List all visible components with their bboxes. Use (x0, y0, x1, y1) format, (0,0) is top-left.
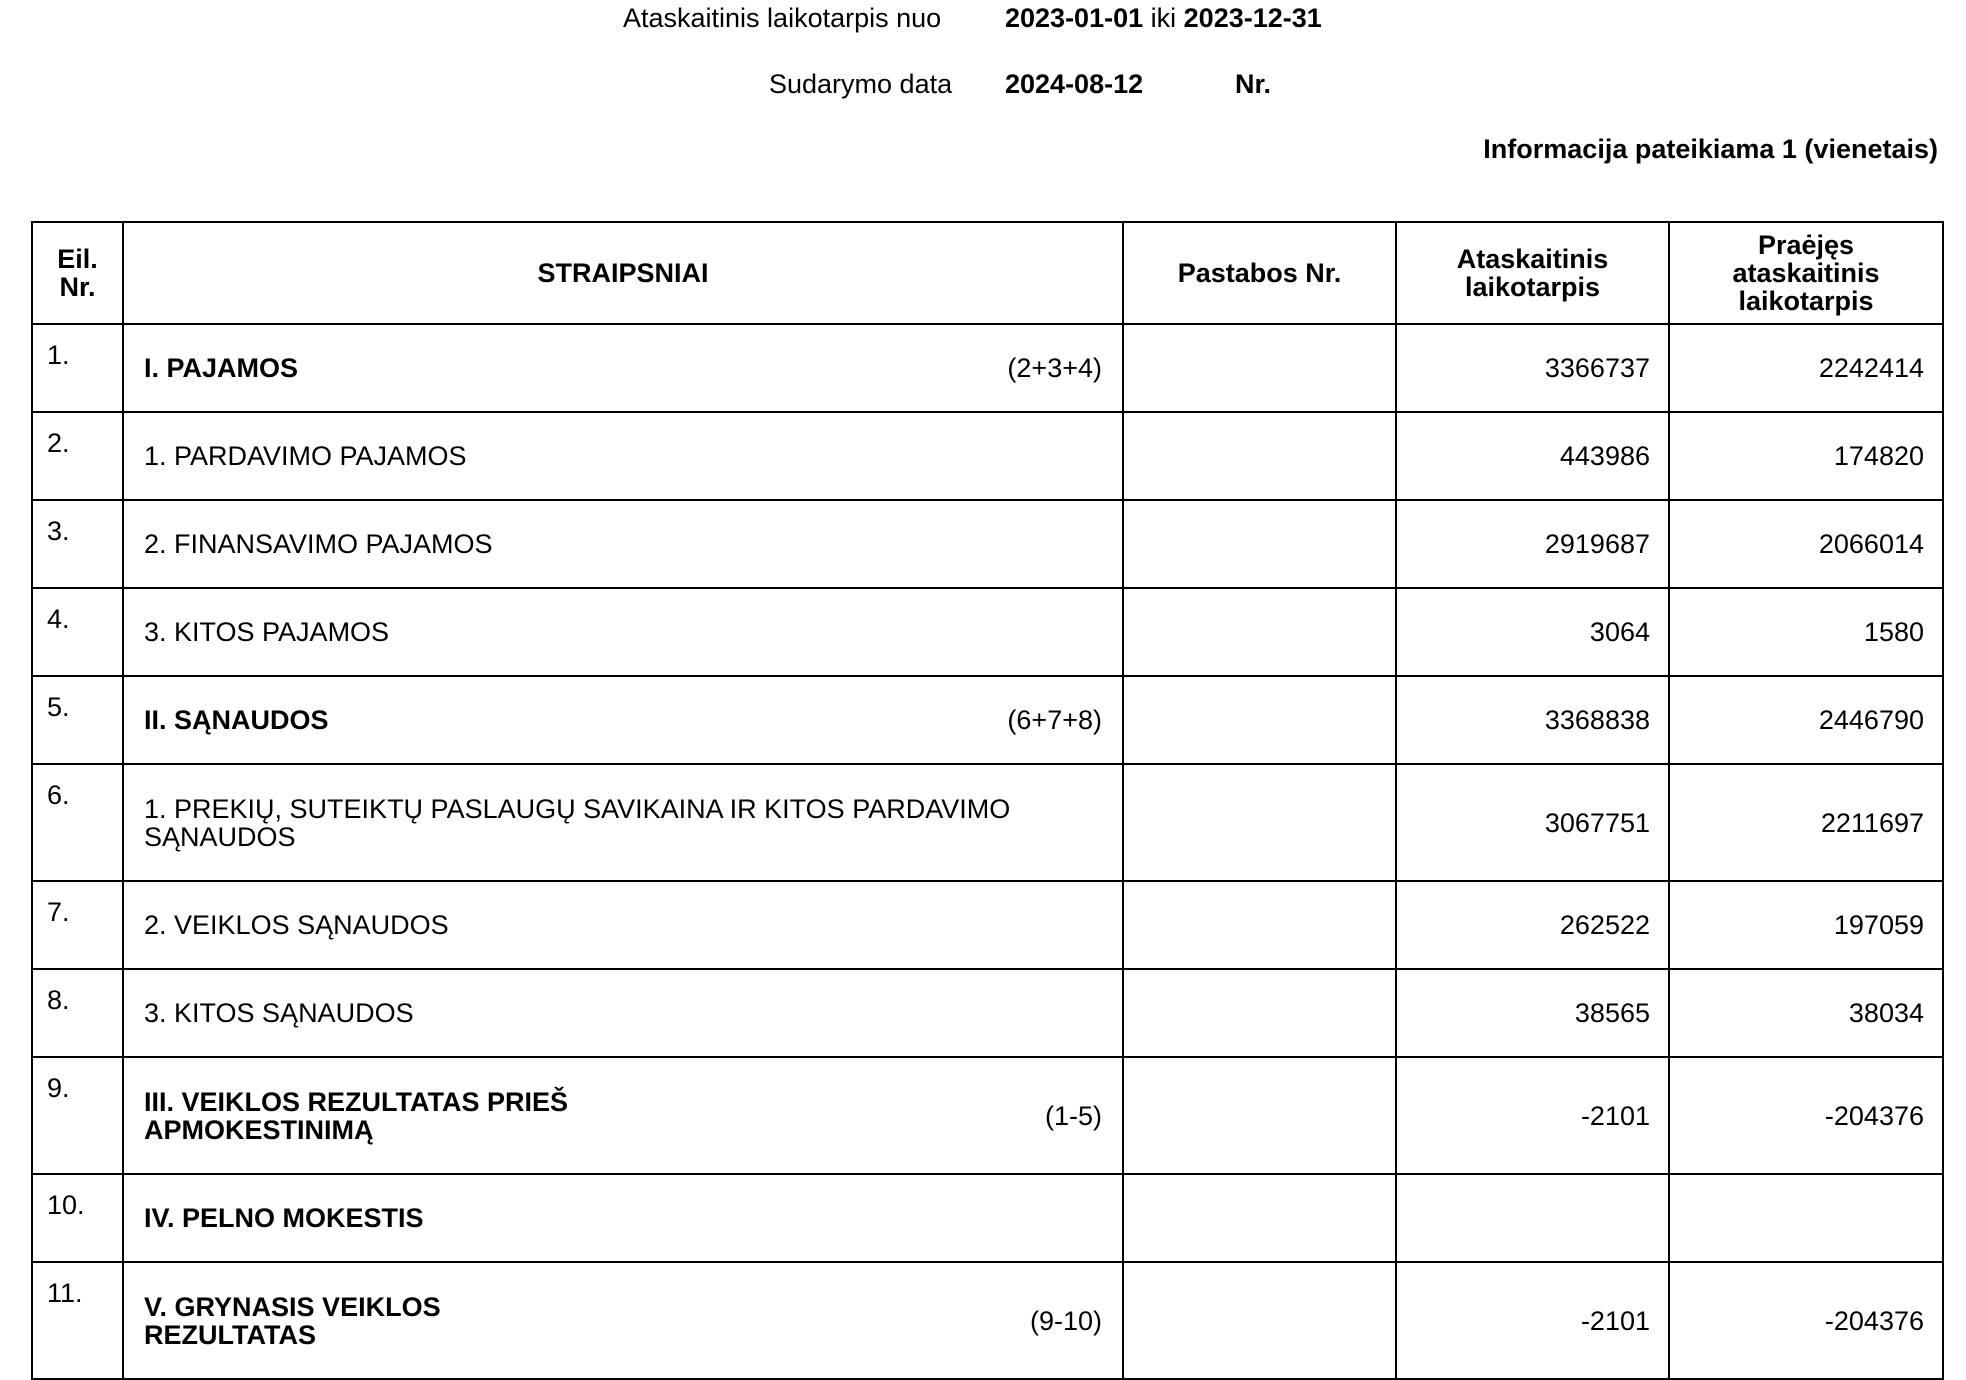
date-label: Sudarymo data (769, 69, 953, 99)
row-nr: 3. (32, 500, 123, 588)
row-nr: 1. (32, 324, 123, 412)
col-header-items: STRAIPSNIAI (123, 222, 1123, 324)
row-previous-value: 1580 (1669, 588, 1943, 676)
row-note (1123, 969, 1396, 1057)
item-formula: (1-5) (1044, 1100, 1102, 1131)
table-row (32, 1174, 1943, 1262)
table-row (32, 412, 1943, 500)
row-previous-value: 2066014 (1669, 500, 1943, 588)
row-note (1123, 412, 1396, 500)
row-previous-value: -204376 (1669, 1057, 1943, 1174)
col-header-note: Pastabos Nr. (1123, 222, 1396, 324)
row-current-value: 443986 (1396, 412, 1669, 500)
reporting-period-line (623, 2, 1322, 34)
table-row (32, 676, 1943, 764)
row-note (1123, 588, 1396, 676)
table-row (32, 1057, 1943, 1174)
row-nr: 5. (32, 676, 123, 764)
table-row (32, 1262, 1943, 1379)
table-header-row (32, 222, 1943, 324)
row-item (123, 1174, 1123, 1262)
item-name: III. VEIKLOS REZULTATAS PRIEŠ APMOKESTINIMĄ (144, 1086, 569, 1145)
row-item (123, 412, 1123, 500)
item-formula: (2+3+4) (1007, 353, 1102, 383)
row-current-value: 2919687 (1396, 500, 1669, 588)
table-row (32, 500, 1943, 588)
row-nr: 11. (32, 1262, 123, 1379)
period-to: 2023-12-31 (1183, 3, 1322, 33)
item-formula: (9-10) (1029, 1305, 1102, 1336)
row-current-value: 38565 (1396, 969, 1669, 1057)
row-note (1123, 1174, 1396, 1262)
row-current-value: 262522 (1396, 881, 1669, 969)
number-label: Nr. (1235, 69, 1272, 99)
row-previous-value: 2242414 (1669, 324, 1943, 412)
col-header-current-period: Ataskaitinis laikotarpis (1396, 222, 1669, 324)
row-nr: 2. (32, 412, 123, 500)
item-name: 2. VEIKLOS SĄNAUDOS (144, 910, 449, 940)
period-label: Ataskaitinis laikotarpis nuo (623, 3, 942, 33)
row-current-value: -2101 (1396, 1057, 1669, 1174)
row-previous-value: -204376 (1669, 1262, 1943, 1379)
item-name: 1. PARDAVIMO PAJAMOS (144, 441, 467, 471)
item-name: V. GRYNASIS VEIKLOS REZULTATAS (144, 1291, 441, 1350)
activity-results-table (31, 221, 1944, 1380)
table-row (32, 969, 1943, 1057)
row-nr: 8. (32, 969, 123, 1057)
row-note (1123, 324, 1396, 412)
row-item (123, 881, 1123, 969)
row-note (1123, 764, 1396, 881)
row-note (1123, 1262, 1396, 1379)
item-name: 2. FINANSAVIMO PAJAMOS (144, 529, 493, 559)
col-header-previous-period: Praėjęs ataskaitinis laikotarpis (1669, 222, 1943, 324)
row-item (123, 324, 1123, 412)
item-name: 3. KITOS SĄNAUDOS (144, 998, 414, 1028)
row-current-value: 3366737 (1396, 324, 1669, 412)
row-nr: 6. (32, 764, 123, 881)
row-nr: 4. (32, 588, 123, 676)
table-row (32, 588, 1943, 676)
table-row (32, 324, 1943, 412)
item-name: I. PAJAMOS (144, 353, 299, 383)
row-previous-value: 2211697 (1669, 764, 1943, 881)
item-name: II. SĄNAUDOS (144, 705, 329, 735)
row-note (1123, 881, 1396, 969)
row-nr: 7. (32, 881, 123, 969)
item-formula: (6+7+8) (1007, 705, 1102, 735)
row-current-value: 3067751 (1396, 764, 1669, 881)
row-previous-value: 2446790 (1669, 676, 1943, 764)
item-name: 1. PREKIŲ, SUTEIKTŲ PASLAUGŲ SAVIKAINA IR KITOS PARDAVIMO SĄNAUDOS (144, 793, 1011, 852)
row-previous-value: 174820 (1669, 412, 1943, 500)
row-current-value: 3368838 (1396, 676, 1669, 764)
row-previous-value: 197059 (1669, 881, 1943, 969)
period-from: 2023-01-01 (1005, 3, 1144, 33)
row-note (1123, 500, 1396, 588)
row-item (123, 500, 1123, 588)
row-note (1123, 1057, 1396, 1174)
row-nr: 10. (32, 1174, 123, 1262)
row-previous-value (1669, 1174, 1943, 1262)
row-current-value: 3064 (1396, 588, 1669, 676)
row-nr: 9. (32, 1057, 123, 1174)
row-note (1123, 676, 1396, 764)
table-row (32, 764, 1943, 881)
item-name: IV. PELNO MOKESTIS (144, 1203, 424, 1233)
row-item (123, 1057, 1123, 1174)
row-item (123, 588, 1123, 676)
units-info: Informacija pateikiama 1 (vienetais) (1483, 134, 1938, 164)
row-item (123, 764, 1123, 881)
compilation-date-line (769, 68, 1271, 100)
row-item (123, 969, 1123, 1057)
date-value: 2024-08-12 (1005, 69, 1144, 99)
row-item (123, 1262, 1123, 1379)
row-current-value (1396, 1174, 1669, 1262)
table-row (32, 881, 1943, 969)
period-separator: iki (1150, 3, 1177, 33)
row-previous-value: 38034 (1669, 969, 1943, 1057)
row-item (123, 676, 1123, 764)
row-current-value: -2101 (1396, 1262, 1669, 1379)
item-name: 3. KITOS PAJAMOS (144, 617, 390, 647)
col-header-nr: Eil. Nr. (32, 222, 123, 324)
